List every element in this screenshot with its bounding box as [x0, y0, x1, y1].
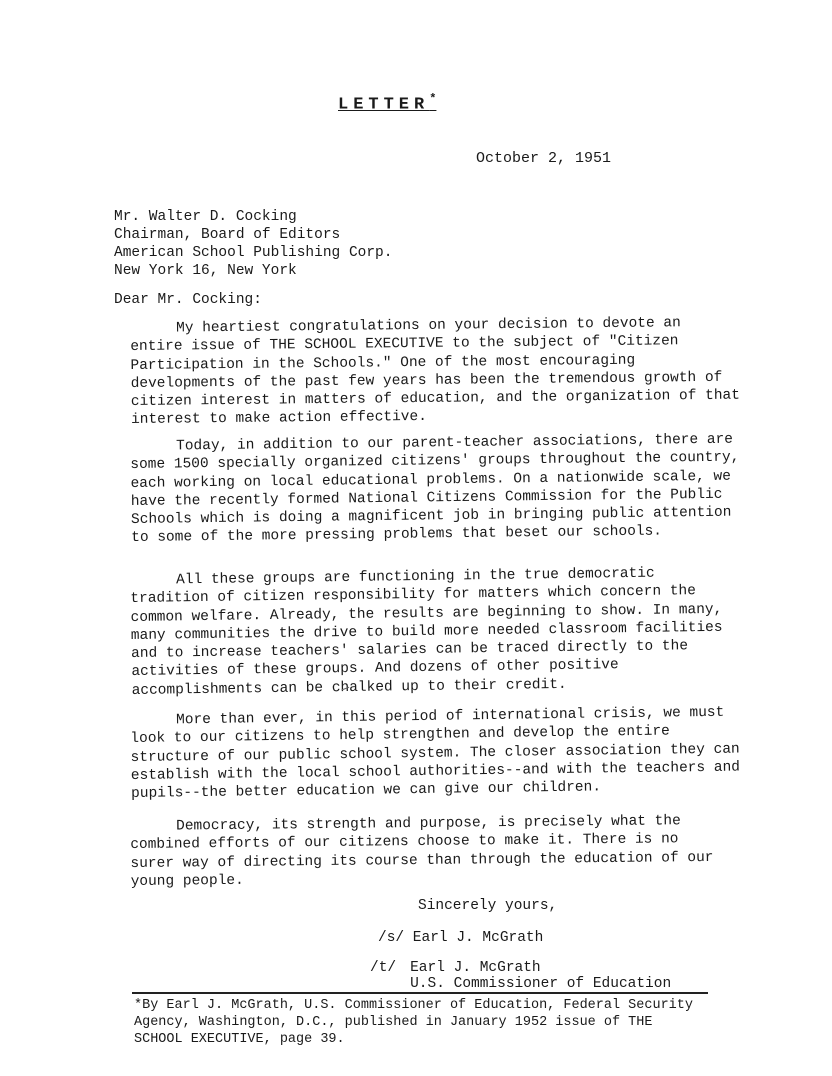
- typed-signature: [370, 960, 671, 992]
- recipient-line: American School Publishing Corp.: [114, 245, 393, 261]
- footnote-line: Agency, Washington, D.C., published in January 1952 issue of THE: [134, 1015, 653, 1030]
- letter-date: October 2, 1951: [476, 150, 612, 167]
- typed-signature-lines: [410, 960, 671, 992]
- footnote-line: SCHOOL EXECUTIVE, page 39.: [134, 1032, 345, 1047]
- title-footnote-marker: *: [429, 92, 437, 106]
- recipient-address: [114, 208, 392, 280]
- typed-marker: /t/: [370, 960, 397, 976]
- salutation: Dear Mr. Cocking:: [114, 292, 262, 308]
- footnote-line: *By Earl J. McGrath, U.S. Commissioner of Education, Federal Security: [134, 998, 693, 1013]
- body-paragraph-2: Today, in addition to our parent-teacher associations, there are some 1500 specially organized citizens' groups throughout the country, each working on local educational problems. On a nationwide scale, we have the recently formed National Citizens Commission for the Public Schools which is doing a magnificent job in bringing public attention to some of the more pressing problems that beset our schools.: [130, 431, 740, 547]
- footnote: [134, 997, 734, 1048]
- signature-line: /s/ Earl J. McGrath: [378, 930, 544, 946]
- typed-name: Earl J. McGrath: [410, 960, 541, 976]
- body-paragraph-3: All these groups are functioning in the true democratic tradition of citizen responsibility for matters which concern the common welfare. Already, the results are beginning to show. In many, many communities the drive to build more needed classroom facilities and to increase teachers' salaries can be traced directly to the activities of these groups. And dozens of other positive accomplishments can be chalked up to their credit.: [130, 565, 723, 699]
- recipient-line: Chairman, Board of Editors: [114, 227, 341, 243]
- body-paragraph-5: Democracy, its strength and purpose, is precisely what the combined efforts of our citizens choose to make it. There is no surer way of directing its course than through the education of our young people.: [130, 813, 714, 890]
- body-paragraph-1: My heartiest congratulations on your decision to devote an entire issue of THE SCHOOL EXECUTIVE to the subject of "Citizen Participation in the Schools." One of the most encouraging developments of the past few years has been the tremendous growth of citizen interest in matters of education, and the organization of that interest to make action effective.: [130, 315, 741, 429]
- recipient-line: Mr. Walter D. Cocking: [114, 209, 297, 225]
- typed-title: U.S. Commissioner of Education: [410, 976, 672, 992]
- title-text: LETTER: [338, 95, 430, 115]
- body-paragraph-4: More than ever, in this period of international crisis, we must look to our citizens to help strengthen and develop the entire structure of our public school system. The closer association they can establish with the local school authorities--and with the teachers and pupils--the better education we can give our children.: [130, 704, 741, 803]
- footnote-divider: [132, 992, 708, 994]
- letter-title: [338, 92, 436, 115]
- closing: Sincerely yours,: [418, 898, 558, 914]
- recipient-line: New York 16, New York: [114, 263, 297, 279]
